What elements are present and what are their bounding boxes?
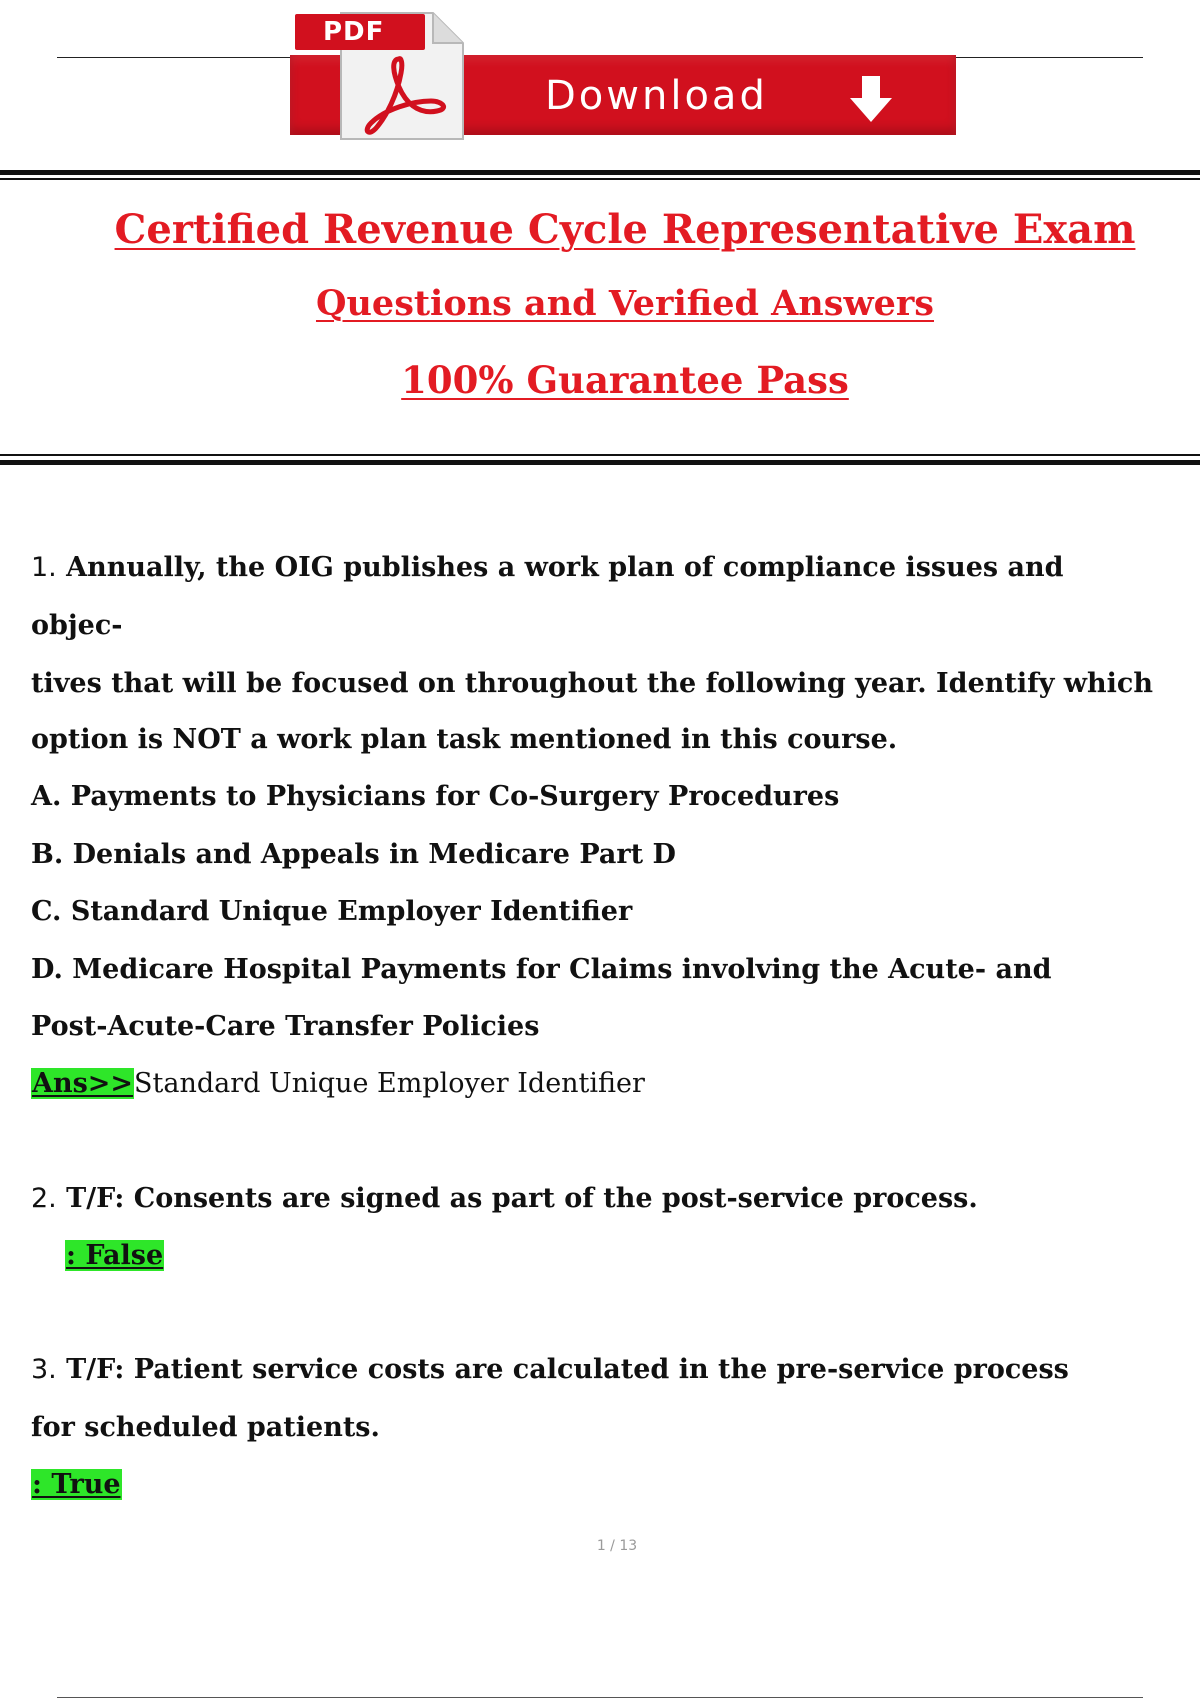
question-2-line-1 — [31, 1179, 978, 1219]
option-c: C. Standard Unique Employer Identifier — [31, 896, 633, 927]
option-d: D. Medicare Hospital Payments for Claims involving the Acute- and — [31, 954, 1052, 985]
option-d-continued: Post-Acute-Care Transfer Policies — [31, 1011, 540, 1042]
document-tagline: 100% Guarantee Pass — [401, 358, 849, 402]
question-number: 2. — [31, 1183, 57, 1214]
question-3-line-1 — [31, 1350, 1069, 1390]
pdf-label: PDF — [295, 14, 425, 50]
pdf-download-banner[interactable] — [290, 8, 956, 143]
question-text: T/F: Consents are signed as part of the post-service process. — [66, 1183, 978, 1214]
question-3-line-2: for scheduled patients. — [31, 1412, 380, 1443]
question-number: 3. — [31, 1354, 57, 1385]
header-rule-top-thick — [0, 170, 1200, 175]
header-rule-top-thin — [0, 178, 1200, 180]
answer-text: Standard Unique Employer Identifier — [134, 1068, 645, 1099]
option-a: A. Payments to Physicians for Co-Surgery Procedures — [31, 781, 840, 812]
page-indicator: 1 / 13 — [596, 1538, 638, 1554]
question-text: T/F: Patient service costs are calculated in the pre-service process — [66, 1354, 1069, 1385]
answer-marker: Ans>> — [32, 1068, 134, 1099]
question-text: Annually, the OIG publishes a work plan of compliance issues and — [66, 552, 1064, 583]
question-number: 1. — [31, 552, 57, 583]
document-title: Certified Revenue Cycle Representative Exam — [114, 206, 1136, 253]
answer-3 — [31, 1465, 122, 1505]
question-1-line-4: option is NOT a work plan task mentioned in this course. — [31, 724, 898, 755]
question-1-line-2: objec- — [31, 610, 123, 641]
header-rule-bottom-thin — [0, 454, 1200, 456]
download-arrow-icon[interactable] — [846, 74, 896, 124]
answer-marker: : False — [66, 1240, 164, 1271]
document-subtitle: Questions and Verified Answers — [315, 283, 934, 324]
question-1-line-3: tives that will be focused on throughout the following year. Identify which — [31, 668, 1154, 699]
header-rule-bottom-thick — [0, 460, 1200, 465]
bottom-rule — [57, 1697, 1143, 1698]
question-1-line-1 — [31, 548, 1064, 588]
answer-1 — [31, 1064, 645, 1104]
answer-marker: : True — [32, 1469, 121, 1500]
download-label[interactable]: Download — [545, 73, 768, 119]
option-b: B. Denials and Appeals in Medicare Part D — [31, 839, 676, 870]
answer-2 — [65, 1236, 164, 1276]
